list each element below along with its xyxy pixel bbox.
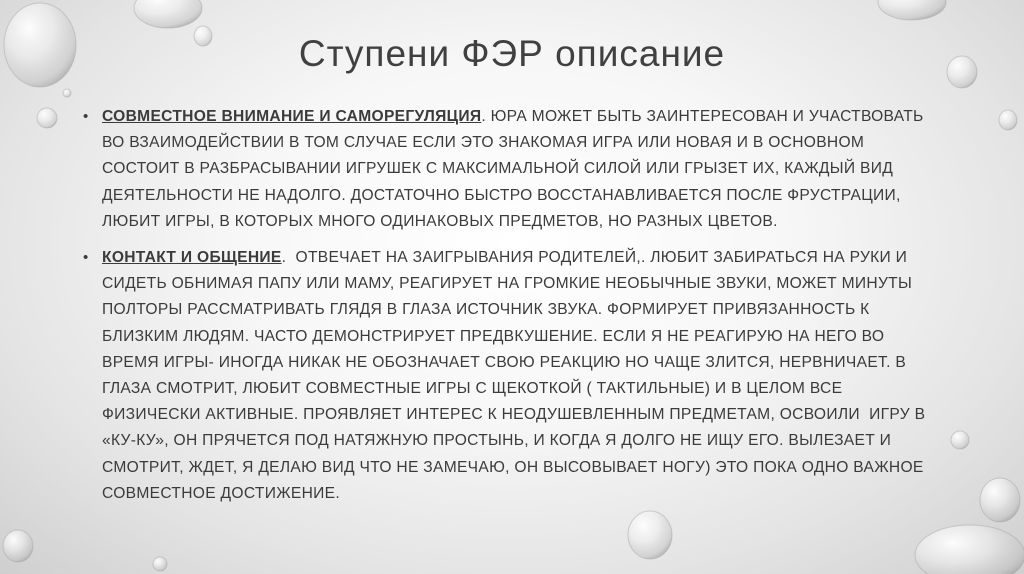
bullet-heading: КОНТАКТ И ОБЩЕНИЕ [102,249,282,267]
bullet-text: ЮРА МОЖЕТ БЫТЬ ЗАИНТЕРЕСОВАН И УЧАСТВОВАТЬ ВО ВЗАИМОДЕЙСТВИИ В ТОМ СЛУЧАЕ ЕСЛИ ЭТО ЗНАКОМАЯ ИГРА ИЛИ НОВАЯ И В ОСНОВНОМ СОСТОИТ В РАЗБРАСЫВАНИИ ИГРУШЕК С МАКСИМАЛЬНОЙ СИЛОЙ ИЛИ ГРЫЗЕТ ИХ, КАЖДЫЙ ВИД ДЕЯТЕЛЬНОСТИ НЕ НАДОЛГО. ДОСТАТОЧНО БЫСТРО ВОССТАНАВЛИВАЕТСЯ ПОСЛЕ ФРУСТРАЦИИ, ЛЮБИТ ИГРЫ, В КОТОРЫХ МНОГО ОДИНАКОВЫХ ПРЕДМЕТОВ, НО РАЗНЫХ ЦВЕТОВ. [102,108,924,230]
bullet-marker: • [83,108,89,125]
slide-title: Ступени ФЭР описание [298,33,726,74]
bullet-contact-communication [80,245,928,507]
bullet-text: ОТВЕЧАЕТ НА ЗАИГРЫВАНИЯ РОДИТЕЛЕЙ,. ЛЮБИТ ЗАБИРАТЬСЯ НА РУКИ И СИДЕТЬ ОБНИМАЯ ПАПУ ИЛИ МАМУ, РЕАГИРУЕТ НА ГРОМКИЕ НЕОБЫЧНЫЕ ЗВУКИ, МОЖЕТ МИНУТЫ ПОЛТОРЫ РАССМАТРИВАТЬ ГЛЯДЯ В ГЛАЗА ИСТОЧНИК ЗВУКА. ФОРМИРУЕТ ПРИВЯЗАННОСТЬ К БЛИЗКИМ ЛЮДЯМ. ЧАСТО ДЕМОНСТРИРУЕТ ПРЕДВКУШЕНИЕ. ЕСЛИ Я НЕ РЕАГИРУЮ НА НЕГО ВО ВРЕМЯ ИГРЫ- ИНОГДА НИКАК НЕ ОБОЗНАЧАЕТ СВОЮ РЕАКЦИЮ НО ЧАЩЕ ЗЛИТСЯ, НЕРВНИЧАЕТ. В ГЛАЗА СМОТРИТ, ЛЮБИТ СОВМЕСТНЫЕ ИГРЫ С ЩЕКОТКОЙ ( ТАКТИЛЬНЫЕ) И В ЦЕЛОМ ВСЕ ФИЗИЧЕСКИ АКТИВНЫЕ. ПРОЯВЛЯЕТ ИНТЕРЕС К НЕОДУШЕВЛЕННЫМ ПРЕДМЕТАМ, ОСВОИЛИ ИГРУ В «КУ-КУ», ОН ПРЯЧЕТСЯ ПОД НАТЯЖНУЮ ПРОСТЫНЬ, И КОГДА Я ДОЛГО НЕ ИЩУ ЕГО. ВЫЛЕЗАЕТ И СМОТРИТ, ЖДЕТ, Я ДЕЛАЮ ВИД ЧТО НЕ ЗАМЕЧАЮ, ОН ВЫСОВЫВАЕТ НОГУ) ЭТО ПОКА ОДНО ВАЖНОЕ СОВМЕСТНОЕ ДОСТИЖЕНИЕ. [102,249,930,502]
bullet-heading-punct: . [281,249,287,267]
bullet-joint-attention [80,104,928,235]
bullet-marker: • [83,249,89,267]
bullet-heading: СОВМЕСТНОЕ ВНИМАНИЕ И САМОРЕГУЛЯЦИЯ [102,108,482,125]
bullet-heading-punct: . [481,108,486,125]
slide-content [80,104,928,517]
